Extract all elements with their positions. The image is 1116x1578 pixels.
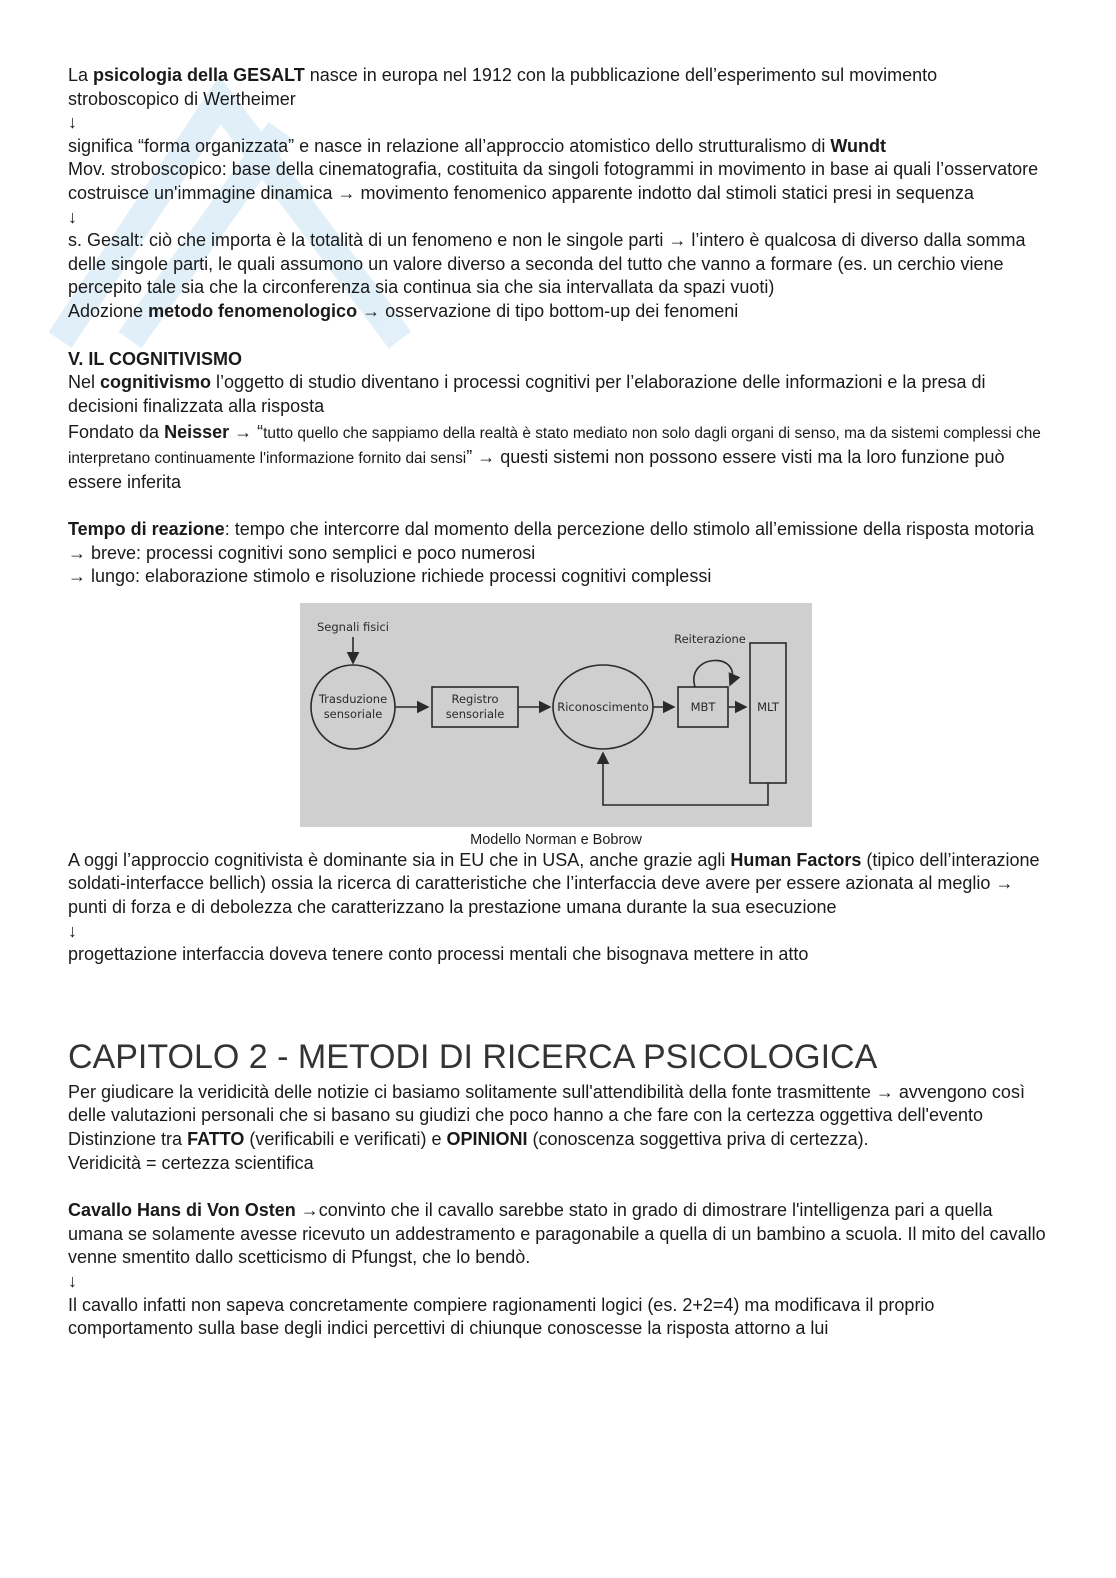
section-heading: V. IL COGNITIVISMO: [68, 348, 243, 369]
gesalt-totality: s. Gesalt: ciò che importa è la totalità di un fenomeno e non le singole parti → l’intero è qualcosa di diverso dalla somma delle singole parti, le quali assumono un valore diverso a seconda del tutto che vanno a formare (es. un cerchio viene percepito tale sia che la circonferenza sia continua sia che sia intervallata da spazi vuoti): [68, 230, 1026, 298]
reaction-time: Tempo di reazione: tempo che intercorre dal momento della percezione dello stimolo all’emissione della risposta motoria: [68, 519, 1035, 540]
neisser-quote: Fondato da Neisser → “tutto quello che sappiamo della realtà è stato mediato non solo dagli organi di senso, ma da sistemi complessi che interpretano continuamente l'informazione fornito dai sensi” → questi sistemi non possono essere visti ma la loro funzione può essere inferita: [68, 422, 1041, 492]
label-registro-1: Registro: [451, 691, 499, 706]
interface-design: progettazione interfaccia doveva tenere conto processi mentali che bisognava mettere in atto: [68, 944, 809, 965]
norman-bobrow-figure: [300, 603, 812, 849]
gesalt-meaning: significa “forma organizzata” e nasce in relazione all’approccio atomistico dello strutturalismo di Wundt: [68, 135, 887, 156]
human-factors: A oggi l’approccio cognitivista è dominante sia in EU che in USA, anche grazie agli Human Factors (tipico dell’interazione soldati-interfacce bellich) ossia la ricerca di caratteristiche che l’interfaccia deve avere per essere azionata al meglio → punti di forza e di debolezza che caratterizzano la prestazione umana durante la sua esecuzione: [68, 849, 1040, 918]
norman-bobrow-diagram: [300, 603, 812, 827]
veridicity-definition: Veridicità = certezza scientifica: [68, 1152, 314, 1173]
phenomenological-method: Adozione metodo fenomenologico → osservazione di tipo bottom-up dei fenomeni: [68, 300, 739, 321]
down-arrow: ↓: [68, 206, 77, 227]
label-trasduzione-2: sensoriale: [323, 706, 383, 721]
veridicity-intro: Per giudicare la veridicità delle notizie ci basiamo solitamente sull'attendibilità della fonte trasmittente → avvengono così delle valutazioni personali che si basano su giudizi che poco hanno a che fare con la certezza oggettiva dell'evento: [68, 1081, 1025, 1126]
figure-caption: Modello Norman e Bobrow: [470, 831, 642, 848]
reaction-short: → breve: processi cognitivi sono semplici e poco numerosi: [68, 542, 536, 563]
hans-explanation: Il cavallo infatti non sapeva concretamente compiere ragionamenti logici (es. 2+2=4) ma modificava il proprio comportamento sulla base degli indici percettivi di chiunque conoscesse la risposta attorno a lui: [68, 1294, 935, 1339]
label-riconoscimento: Riconoscimento: [557, 699, 649, 714]
stroboscopic-movement: Mov. stroboscopico: base della cinematografia, costituita da singoli fotogrammi in movimento in base ai quali l’osservatore costruisce un'immagine dinamica → movimento fenomenico apparente indotto dal stimoli statici presi in sequenza: [68, 159, 1039, 203]
label-registro-2: sensoriale: [445, 706, 505, 721]
label-trasduzione-1: Trasduzione: [318, 691, 388, 706]
gesalt-intro: La psicologia della GESALT nasce in europa nel 1912 con la pubblicazione dell’esperimento sul movimento stroboscopico di Wertheimer: [68, 65, 938, 109]
label-mlt: MLT: [757, 699, 779, 714]
document-page: [68, 64, 1048, 1341]
down-arrow: ↓: [68, 920, 77, 941]
cognitivism-definition: Nel cognitivismo l’oggetto di studio diventano i processi cognitivi per l’elaborazione delle informazioni e la presa di decisioni finalizzata alla risposta: [68, 372, 986, 416]
down-arrow: ↓: [68, 1271, 77, 1291]
reaction-long: → lungo: elaborazione stimolo e risoluzione richiede processi cognitivi complessi: [68, 566, 712, 587]
clever-hans: Cavallo Hans di Von Osten →convinto che il cavallo sarebbe stato in grado di dimostrare l'intelligenza pari a quella umana se solamente avesse ricevuto un addestramento e paragonabile a quella di un bambino a scuola. Il mito del cavallo venne smentito dallo scetticismo di Pfungst, che lo bendò.: [68, 1200, 1046, 1268]
down-arrow: ↓: [68, 112, 77, 133]
fact-opinion: Distinzione tra FATTO (verificabili e verificati) e OPINIONI (conoscenza soggettiva priva di certezza).: [68, 1129, 869, 1150]
label-mbt: MBT: [690, 699, 716, 714]
chapter-title: CAPITOLO 2 - METODI DI RICERCA PSICOLOGICA: [68, 1037, 878, 1076]
label-reiterazione: Reiterazione: [674, 631, 746, 646]
label-segnali: Segnali fisici: [316, 619, 390, 634]
